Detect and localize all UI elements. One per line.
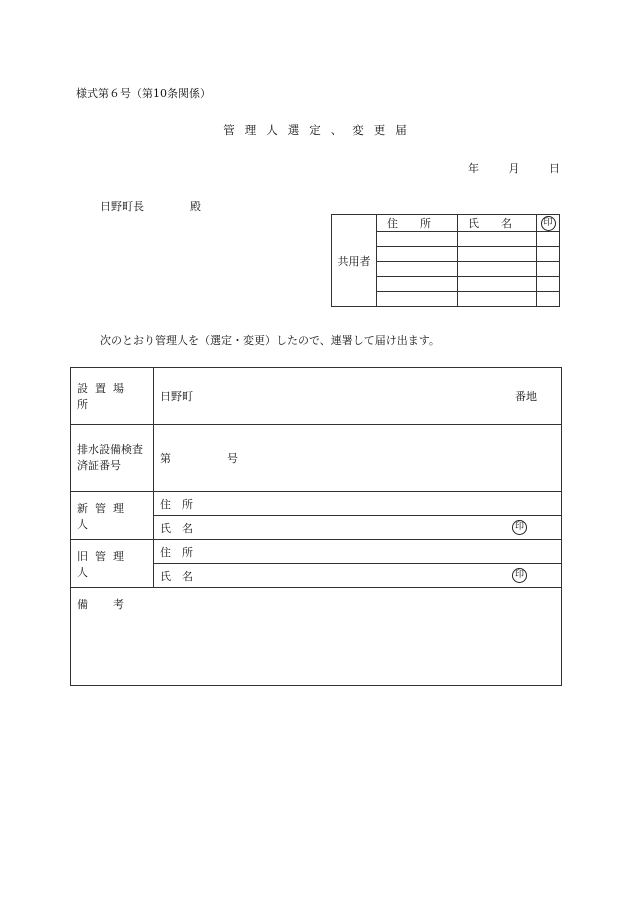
co-user-seal-field[interactable] — [537, 247, 560, 262]
address-label: 住 所 — [160, 497, 193, 511]
co-user-name-field[interactable] — [458, 247, 537, 262]
date-year: 年 — [468, 162, 479, 175]
seal-icon: 印 — [512, 520, 527, 535]
date-day: 日 — [549, 162, 560, 175]
co-users-col-name: 氏 名 — [458, 215, 537, 232]
co-user-seal-field[interactable] — [537, 232, 560, 247]
new-manager-label: 新管理人 — [71, 492, 154, 540]
location-town: 日野町 — [160, 390, 193, 403]
co-user-name-field[interactable] — [458, 262, 537, 277]
co-users-table — [331, 214, 560, 307]
co-users-col-address: 住 所 — [377, 215, 458, 232]
location-label: 設置場所 — [71, 368, 154, 425]
co-users-header-row — [332, 215, 560, 232]
addressee — [100, 198, 201, 214]
old-manager-address-row — [71, 540, 562, 564]
certificate-suffix: 号 — [227, 452, 238, 465]
date-line — [468, 160, 560, 176]
co-user-address-field[interactable] — [377, 277, 458, 292]
new-manager-name-field[interactable] — [154, 516, 562, 540]
co-user-name-field[interactable] — [458, 232, 537, 247]
co-user-seal-field[interactable] — [537, 292, 560, 307]
co-user-address-field[interactable] — [377, 232, 458, 247]
co-user-name-field[interactable] — [458, 277, 537, 292]
co-user-seal-field[interactable] — [537, 277, 560, 292]
certificate-number-field[interactable] — [154, 425, 562, 492]
certificate-row — [71, 425, 562, 492]
form-number: 様式第６号（第10条関係） — [76, 87, 211, 100]
statement-text: 次のとおり管理人を（選定・変更）したので、連署して届け出ます。 — [100, 334, 440, 347]
co-user-seal-field[interactable] — [537, 262, 560, 277]
honorific: 殿 — [190, 200, 201, 213]
certificate-label-line2: 済証番号 — [77, 459, 121, 472]
co-users-col-seal — [537, 215, 560, 232]
location-suffix: 番地 — [515, 390, 537, 403]
location-field[interactable] — [154, 368, 562, 425]
certificate-label-line1: 排水設備検査 — [77, 443, 143, 456]
title-text: 管理人選定、変更届 — [223, 123, 417, 137]
date-month: 月 — [508, 162, 520, 175]
remarks-row — [71, 588, 562, 686]
co-users-label: 共用者 — [332, 215, 377, 307]
co-user-address-field[interactable] — [377, 292, 458, 307]
seal-icon: 印 — [541, 216, 556, 231]
new-manager-address-row — [71, 492, 562, 516]
co-user-address-field[interactable] — [377, 247, 458, 262]
old-manager-address-field[interactable] — [154, 540, 562, 564]
address-label: 住 所 — [160, 545, 193, 559]
name-label: 氏 名 — [160, 521, 193, 535]
addressee-name: 日野町長 — [100, 200, 144, 213]
certificate-label — [71, 425, 154, 492]
certificate-prefix: 第 — [160, 452, 171, 465]
location-row — [71, 368, 562, 425]
name-label: 氏 名 — [160, 569, 193, 583]
co-user-name-field[interactable] — [458, 292, 537, 307]
co-user-address-field[interactable] — [377, 262, 458, 277]
remarks-field[interactable] — [71, 588, 562, 686]
old-manager-label: 旧管理人 — [71, 540, 154, 588]
remarks-label: 備 考 — [77, 598, 131, 611]
old-manager-name-field[interactable] — [154, 564, 562, 588]
seal-icon: 印 — [512, 568, 527, 583]
page-title — [0, 122, 630, 138]
new-manager-address-field[interactable] — [154, 492, 562, 516]
main-form-table — [70, 367, 562, 686]
